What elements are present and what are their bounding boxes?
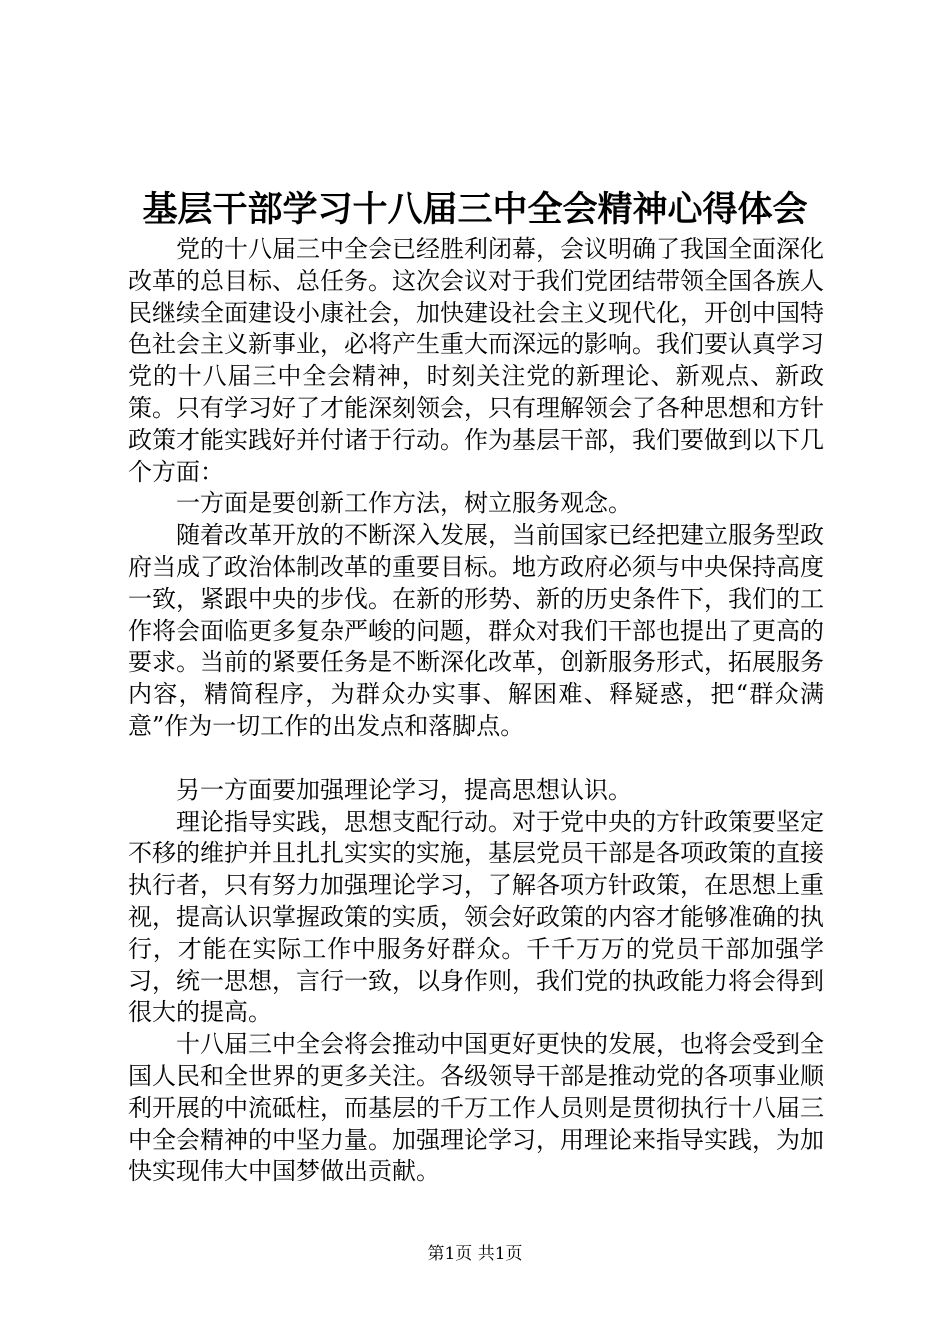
paragraph-heading-second-aspect: 另一方面要加强理论学习，提高思想认识。 bbox=[176, 775, 632, 804]
document-body bbox=[128, 234, 824, 1188]
document-title: 基层干部学习十八届三中全会精神心得体会 bbox=[142, 189, 808, 230]
paragraph-service-reform: 随着改革开放的不断深入发展，当前国家已经把建立服务型政府当成了政治体制改革的重要目标。地方政府必须与中央保持高度一致，紧跟中央的步伐。在新的形势、新的历史条件下，我们的工作将会面临更多复杂严峻的问题，群众对我们干部也提出了更高的要求。当前的紧要任务是不断深化改革，创新服务形式，拓展服务内容，精简程序，为群众办实事、解困难、释疑惑，把“群众满意”作为一切工作的出发点和落脚点。 bbox=[128, 521, 824, 740]
paragraph-theory-study: 理论指导实践，思想支配行动。对于党中央的方针政策要坚定不移的维护并且扎扎实实的实施，基层党员干部是各项政策的直接执行者，只有努力加强理论学习，了解各项方针政策，在思想上重视，提高认识掌握政策的实质，领会好政策的内容才能够准确的执行，才能在实际工作中服务好群众。千千万万的党员干部加强学习，统一思想，言行一致，以身作则，我们党的执政能力将会得到很大的提高。 bbox=[128, 807, 824, 1027]
paragraph-heading-first-aspect: 一方面是要创新工作方法，树立服务观念。 bbox=[176, 489, 632, 518]
paragraph-intro: 党的十八届三中全会已经胜利闭幕，会议明确了我国全面深化改革的总目标、总任务。这次会议对于我们党团结带领全国各族人民继续全面建设小康社会，加快建设社会主义现代化，开创中国特色社会主义新事业，必将产生重大而深远的影响。我们要认真学习党的十八届三中全会精神，时刻关注党的新理论、新观点、新政策。只有学习好了才能深刻领会，只有理解领会了各种思想和方针政策才能实践好并付诸于行动。作为基层干部，我们要做到以下几个方面： bbox=[128, 235, 824, 486]
paragraph-spacer bbox=[128, 743, 824, 775]
paragraph-conclusion: 十八届三中全会将会推动中国更好更快的发展，也将会受到全国人民和全世界的更多关注。各级领导干部是推动党的各项事业顺利开展的中流砥柱，而基层的千万工作人员则是贯彻执行十八届三中全会精神的中坚力量。加强理论学习，用理论来指导实践，为加快实现伟大中国梦做出贡献。 bbox=[128, 1030, 824, 1186]
page-number-footer: 第1页 共1页 bbox=[427, 1244, 523, 1264]
